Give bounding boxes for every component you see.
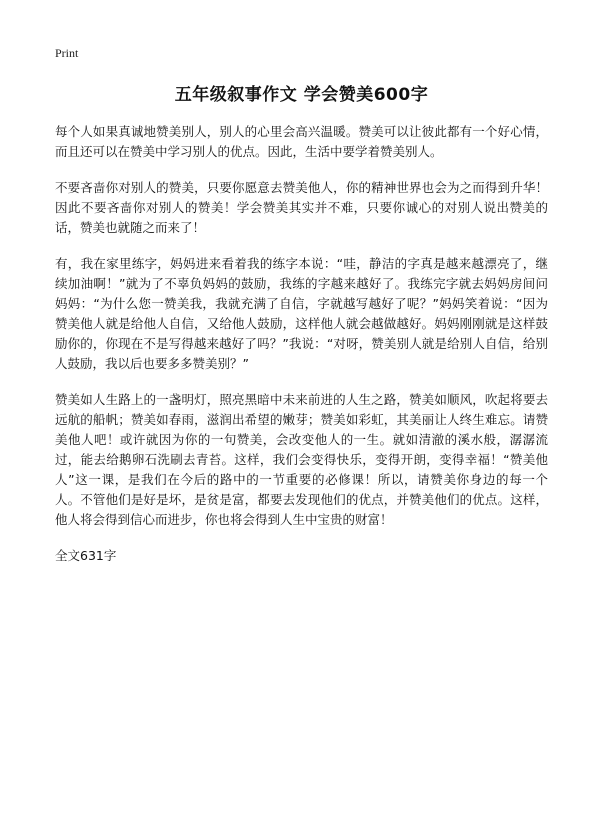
word-count: 全文631字 <box>55 548 117 563</box>
article-body <box>55 122 548 530</box>
article-paragraph-3: 有，我在家里练字，妈妈进来看着我的练字本说：“哇，静洁的字真是越来越漂亮了，继续加油啊！”就为了不辜负妈妈的鼓励，我练的字越来越好了。我练完字就去妈妈房间问妈妈：“为什么您一赞美我，我就充满了自信，字就越写越好了呢？”妈妈笑着说：“因为赞美他人就是给他人自信，又给他人鼓励，这样他人就会越做越好。妈妈刚刚就是这样鼓励你的，你现在不是写得越来越好了吗？”我说：“对呀，赞美别人就是给别人自信，给别人鼓励，我以后也要多多赞美别？” <box>55 256 548 371</box>
print-label: Print <box>55 46 79 60</box>
article-paragraph-2: 不要吝啬你对别人的赞美，只要你愿意去赞美他人，你的精神世界也会为之而得到升华！因此不要吝啬你对别人的赞美！学会赞美其实并不难，只要你诚心的对别人说出赞美的话，赞美也就随之而来了！ <box>55 180 548 235</box>
article-paragraph-1: 每个人如果真诚地赞美别人，别人的心里会高兴温暖。赞美可以让彼此都有一个好心情，而且还可以在赞美中学习别人的优点。因此，生活中要学着赞美别人。 <box>55 124 548 159</box>
article-paragraph-4: 赞美如人生路上的一盏明灯，照亮黑暗中未来前进的人生之路，赞美如顺风，吹起将要去远航的船帆；赞美如春雨，滋润出希望的嫩芽；赞美如彩虹，其美丽让人终生难忘。请赞美他人吧！或许就因为你的一句赞美，会改变他人的一生。就如清澈的溪水般，潺潺流过，能去给鹅卵石洗刷去青苔。这样，我们会变得快乐，变得开朗，变得幸福！“赞美他人”这一课，是我们在今后的路中的一节重要的必修课！所以，请赞美你身边的每一个人。不管他们是好是坏，是贫是富，都要去发现他们的优点，并赞美他们的优点。这样，他人将会得到信心而进步，你也将会得到人生中宝贵的财富！ <box>55 392 548 527</box>
article-title: 五年级叙事作文 学会赞美600字 <box>174 85 429 105</box>
